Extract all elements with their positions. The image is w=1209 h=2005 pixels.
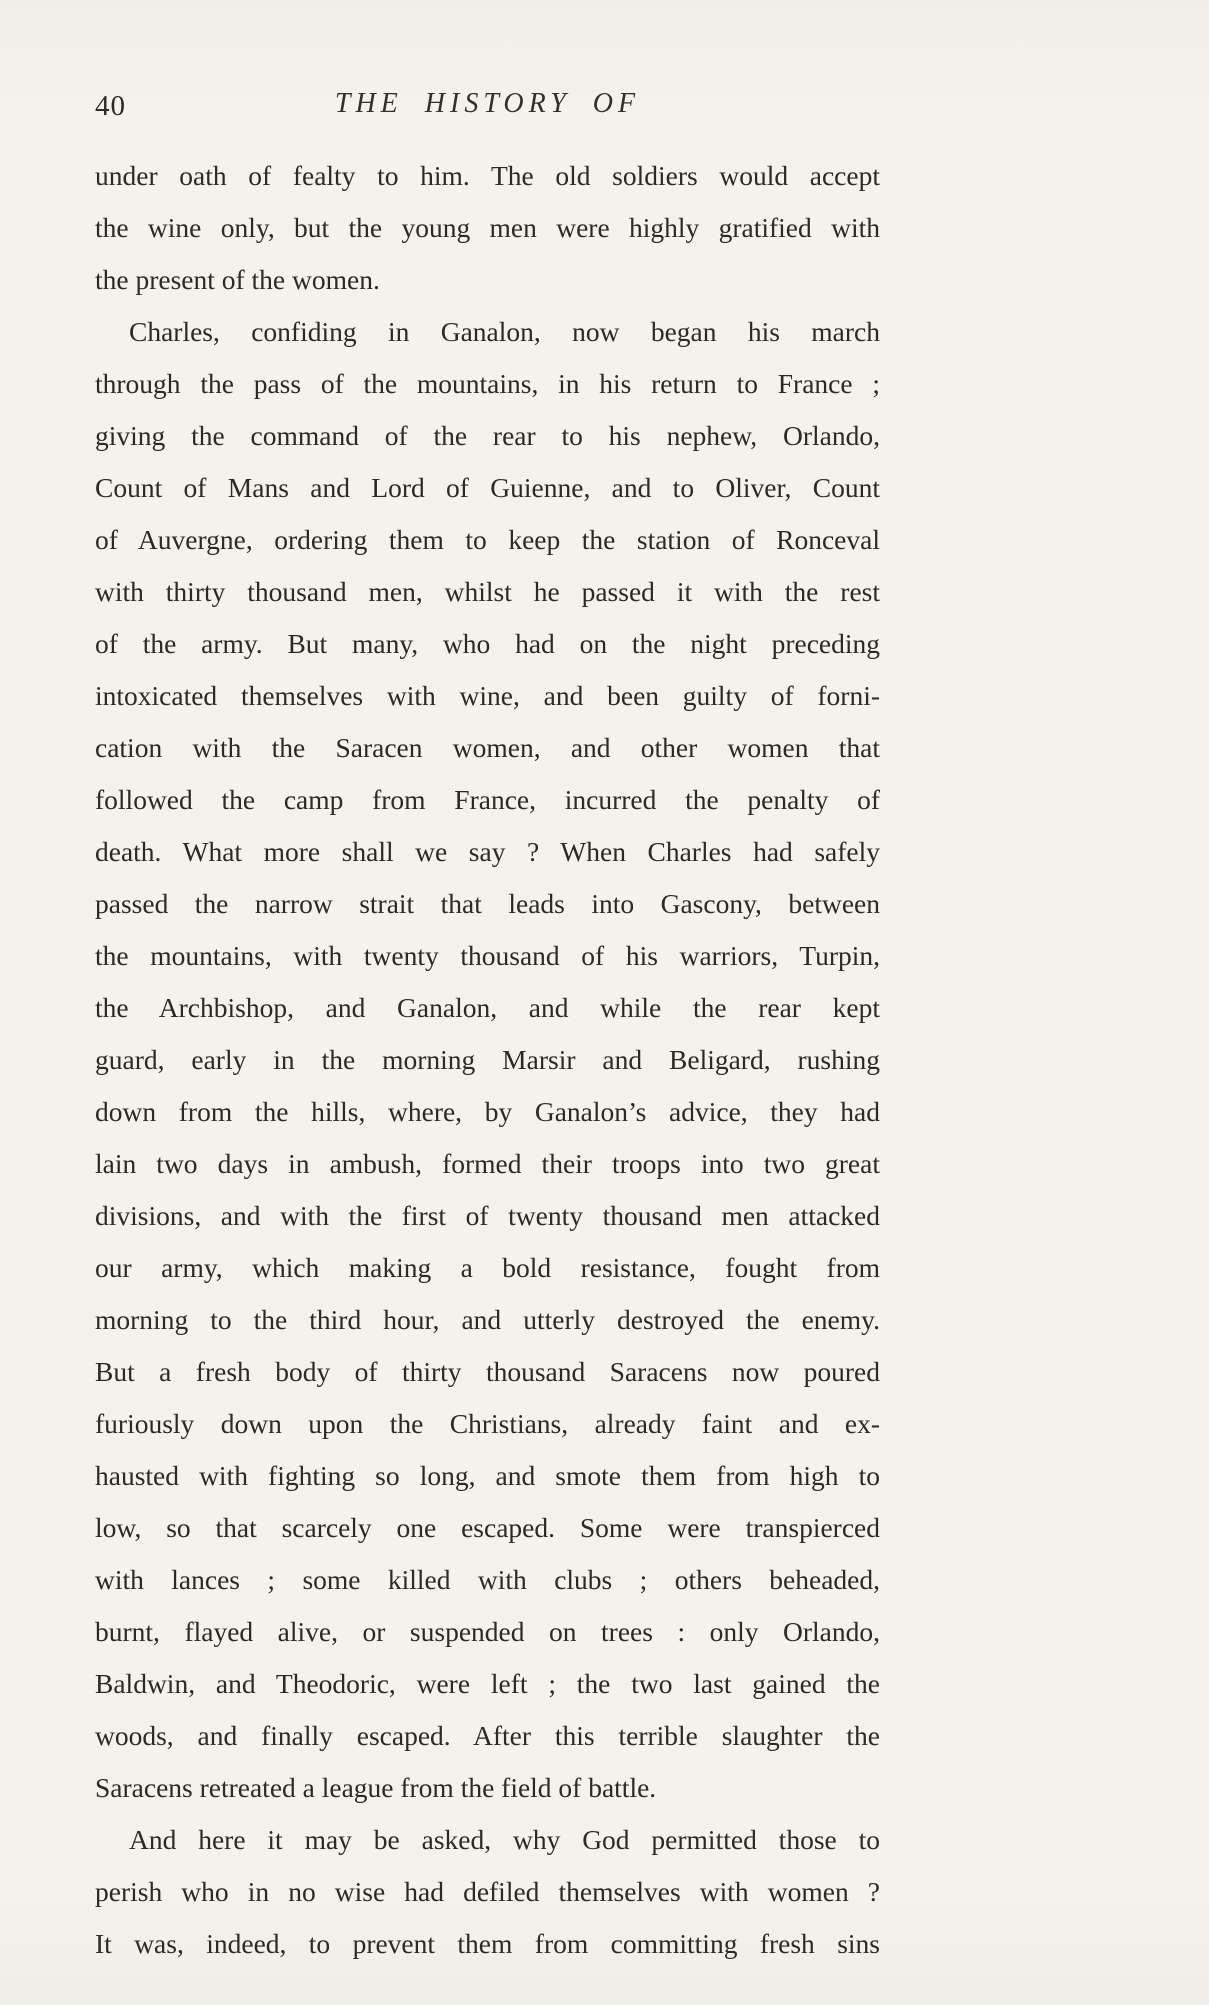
text-line: under oath of fealty to him. The old soldiers would accept	[95, 160, 880, 191]
text-line: burnt, flayed alive, or suspended on trees : only Orlando,	[95, 1616, 880, 1647]
paragraph	[95, 1814, 880, 1970]
text-line: But a fresh body of thirty thousand Saracens now poured	[95, 1356, 880, 1387]
text-line: Charles, confiding in Ganalon, now began his march	[129, 316, 880, 347]
text-line: intoxicated themselves with wine, and been guilty of forni-	[95, 680, 880, 711]
text-line: hausted with fighting so long, and smote them from high to	[95, 1460, 880, 1491]
body-text	[95, 150, 880, 1970]
text-line: giving the command of the rear to his nephew, Orlando,	[95, 420, 880, 451]
page-header	[95, 88, 880, 132]
text-line: morning to the third hour, and utterly destroyed the enemy.	[95, 1304, 880, 1335]
text-line: Baldwin, and Theodoric, were left ; the two last gained the	[95, 1668, 880, 1699]
text-line: the present of the women.	[95, 264, 380, 295]
text-line: through the pass of the mountains, in his return to France ;	[95, 368, 880, 399]
text-line: Count of Mans and Lord of Guienne, and to Oliver, Count	[95, 472, 880, 503]
text-line: with thirty thousand men, whilst he passed it with the rest	[95, 576, 880, 607]
text-line: passed the narrow strait that leads into Gascony, between	[95, 888, 880, 919]
text-line: down from the hills, where, by Ganalon’s advice, they had	[95, 1096, 880, 1127]
text-line: the wine only, but the young men were highly gratified with	[95, 212, 880, 243]
text-line: of the army. But many, who had on the night preceding	[95, 628, 880, 659]
paragraph	[95, 306, 880, 1814]
text-line: furiously down upon the Christians, already faint and ex-	[95, 1408, 880, 1439]
paragraph	[95, 150, 880, 306]
page-number: 40	[95, 90, 126, 122]
text-line: the mountains, with twenty thousand of his warriors, Turpin,	[95, 940, 880, 971]
text-line: divisions, and with the first of twenty thousand men attacked	[95, 1200, 880, 1231]
text-line: our army, which making a bold resistance, fought from	[95, 1252, 880, 1283]
text-line: lain two days in ambush, formed their troops into two great	[95, 1148, 880, 1179]
text-line: It was, indeed, to prevent them from committing fresh sins	[95, 1928, 880, 1959]
text-line: of Auvergne, ordering them to keep the station of Ronceval	[95, 524, 880, 555]
text-line: Saracens retreated a league from the field of battle.	[95, 1772, 657, 1803]
text-line: woods, and finally escaped. After this terrible slaughter the	[95, 1720, 880, 1751]
text-line: death. What more shall we say ? When Charles had safely	[95, 836, 880, 867]
text-line: followed the camp from France, incurred the penalty of	[95, 784, 880, 815]
running-title: THE HISTORY OF	[334, 88, 641, 119]
text-line: And here it may be asked, why God permitted those to	[129, 1824, 880, 1855]
text-line: perish who in no wise had defiled themselves with women ?	[95, 1876, 880, 1907]
text-line: guard, early in the morning Marsir and Beligard, rushing	[95, 1044, 880, 1075]
text-line: with lances ; some killed with clubs ; others beheaded,	[95, 1564, 880, 1595]
text-line: low, so that scarcely one escaped. Some were transpierced	[95, 1512, 880, 1543]
text-line: the Archbishop, and Ganalon, and while the rear kept	[95, 992, 880, 1023]
text-line: cation with the Saracen women, and other women that	[95, 732, 880, 763]
